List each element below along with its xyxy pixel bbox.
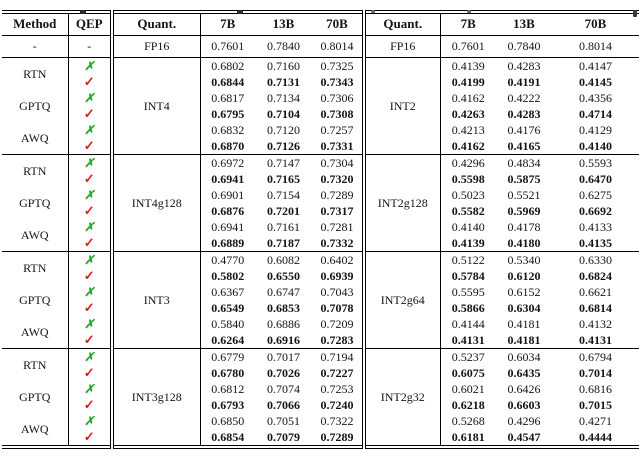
value-cell: 0.4140: [451, 219, 485, 234]
value-cell: 0.4283: [507, 106, 541, 121]
value-cell: 0.7227: [312, 365, 364, 381]
value-cell: 0.7066: [267, 397, 300, 412]
value-cell: 0.6367: [211, 284, 245, 299]
caption-fragment: [467, 10, 471, 13]
value-cell: 0.7325: [312, 57, 364, 74]
value-cell: 0.7840: [267, 38, 300, 53]
value-cell: 0.7304: [312, 154, 364, 171]
value-cell: 0.7281: [312, 219, 364, 235]
value-cell: 0.7074: [267, 381, 300, 396]
value-cell: 0.7079: [267, 429, 300, 444]
qep-cell: [68, 203, 112, 219]
value-cell: 0.4140: [579, 138, 612, 153]
header-13b-left: 13B: [272, 16, 295, 32]
cross-icon: ✗: [84, 58, 95, 73]
value-cell: 0.7209: [312, 316, 364, 332]
value-cell: 0.6075: [451, 365, 485, 380]
table-row: [2, 251, 639, 268]
quant-label-right: INT2g64: [364, 251, 440, 348]
value-cell: 0.7240: [312, 397, 364, 413]
value-cell: 0.7601: [451, 38, 485, 53]
value-cell: 0.7331: [312, 138, 364, 155]
table-row: [2, 268, 639, 284]
value-cell: 0.5593: [579, 155, 612, 170]
value-cell: 0.7165: [267, 171, 300, 186]
value-cell: 0.4222: [507, 90, 541, 105]
value-cell: 0.4714: [579, 106, 612, 121]
method-label: GPTQ: [2, 284, 68, 316]
value-cell: 0.4834: [507, 155, 541, 170]
qep-cell: [68, 332, 112, 349]
value-cell: 0.6816: [579, 381, 612, 396]
value-cell: 0.5521: [507, 187, 541, 202]
value-cell: 0.4181: [507, 316, 541, 331]
check-icon: ✓: [83, 396, 95, 412]
value-cell: 0.7134: [267, 90, 300, 105]
value-cell: 0.6120: [507, 268, 541, 283]
value-cell: 0.6275: [579, 187, 612, 202]
value-cell: 0.6812: [211, 381, 245, 396]
header-70b-left: 70B: [312, 12, 364, 35]
value-cell: 0.4147: [579, 58, 612, 73]
value-cell: 0.5340: [507, 252, 541, 267]
value-cell: 0.7840: [507, 38, 541, 53]
table-row: [2, 203, 639, 219]
qep-cell: [68, 397, 112, 413]
qep-cell: [68, 381, 112, 397]
quant-label-right: INT2g128: [364, 154, 440, 251]
value-cell: 0.7289: [312, 187, 364, 203]
value-cell: 0.6330: [579, 252, 612, 267]
value-cell: 0.6692: [579, 203, 612, 218]
table-row: [2, 138, 639, 155]
table-row: [2, 154, 639, 171]
caption-fragment: [80, 10, 86, 14]
table-row: [2, 332, 639, 349]
value-cell: 0.6470: [579, 171, 612, 186]
value-cell: 0.7147: [267, 155, 300, 170]
method-label: GPTQ: [2, 187, 68, 219]
value-cell: 0.6972: [211, 155, 245, 170]
value-cell: 0.4181: [507, 332, 541, 347]
qep-cell: -: [68, 35, 112, 57]
value-cell: 0.7306: [312, 90, 364, 106]
value-cell: 0.4191: [507, 74, 541, 89]
value-cell: 0.6870: [211, 138, 245, 153]
value-cell: 0.4162: [451, 138, 485, 153]
value-cell: 0.5023: [451, 187, 485, 202]
value-cell: 0.7601: [211, 38, 245, 53]
qep-cell: [68, 316, 112, 332]
quant-label-right: INT2: [364, 57, 440, 154]
table-row: [2, 219, 639, 235]
value-cell: 0.4162: [451, 90, 485, 105]
value-cell: 0.6854: [211, 429, 245, 444]
quant-block-INT3: [2, 251, 639, 348]
method-label: RTN: [2, 348, 68, 381]
check-icon: ✓: [83, 170, 95, 186]
qep-cell: [68, 138, 112, 155]
paper-page: [0, 10, 640, 469]
value-cell: 0.7257: [312, 122, 364, 138]
value-cell: 0.5237: [451, 349, 485, 364]
quant-label-left: FP16: [112, 35, 200, 57]
cross-icon: ✗: [84, 316, 95, 331]
value-cell: 0.7043: [312, 284, 364, 300]
value-cell: 0.6181: [451, 429, 485, 444]
table-row: [2, 300, 639, 316]
value-cell: 0.4139: [451, 58, 485, 73]
value-cell: 0.8014: [579, 38, 612, 53]
value-cell: 0.5582: [451, 203, 485, 218]
qep-cell: [68, 57, 112, 74]
value-cell: 0.4283: [507, 58, 541, 73]
check-icon: ✓: [83, 331, 95, 347]
qep-cell: [68, 268, 112, 284]
value-cell: 0.4144: [451, 316, 485, 331]
header-quant-right: Quant.: [364, 12, 440, 35]
header-qep: QEP: [68, 12, 112, 35]
value-cell: 0.4770: [211, 252, 245, 267]
value-cell: 0.6814: [579, 300, 612, 315]
cross-icon: ✗: [84, 90, 95, 105]
method-label: AWQ: [2, 316, 68, 349]
table-row: [2, 429, 639, 447]
value-cell: 0.7017: [267, 349, 300, 364]
qep-cell: [68, 219, 112, 235]
value-cell: 0.5840: [211, 316, 245, 331]
method-label: GPTQ: [2, 381, 68, 413]
qep-cell: [68, 284, 112, 300]
table-row: [2, 397, 639, 413]
value-cell: 0.6941: [211, 219, 245, 234]
value-cell: 0.7051: [267, 413, 300, 428]
value-cell: 0.7308: [312, 106, 364, 122]
value-cell: 0.6402: [312, 251, 364, 268]
value-cell: 0.6780: [211, 365, 245, 380]
table-row: [2, 348, 639, 365]
value-cell: 0.7187: [267, 235, 300, 250]
table-row: [2, 57, 639, 74]
quant-block-INT4g128: [2, 154, 639, 251]
value-cell: 0.5969: [507, 203, 541, 218]
value-cell: 0.7126: [267, 138, 300, 153]
value-cell: 0.4444: [579, 429, 612, 444]
value-cell: 0.5802: [211, 268, 245, 283]
table-row: [2, 74, 639, 90]
value-cell: 0.6426: [507, 381, 541, 396]
check-icon: ✓: [83, 299, 95, 315]
qep-cell: [68, 187, 112, 203]
header-13b-right: 13B: [513, 16, 535, 32]
quant-label-right: FP16: [364, 35, 440, 57]
value-cell: 0.7026: [267, 365, 300, 380]
value-cell: 0.6901: [211, 187, 245, 202]
table-row: [2, 171, 639, 187]
table-row: [2, 381, 639, 397]
cross-icon: ✗: [84, 252, 95, 267]
value-cell: 0.5784: [451, 268, 485, 283]
value-cell: 0.5268: [451, 413, 485, 428]
method-label: GPTQ: [2, 90, 68, 122]
caption-fragment: [371, 10, 375, 13]
value-cell: 0.4263: [451, 106, 485, 121]
cross-icon: ✗: [84, 219, 95, 234]
header-method: Method: [2, 12, 68, 35]
qep-cell: [68, 122, 112, 138]
qep-cell: [68, 235, 112, 252]
method-label: AWQ: [2, 122, 68, 155]
table-header: [2, 12, 639, 35]
value-cell: 0.6304: [507, 300, 541, 315]
cross-icon: ✗: [84, 155, 95, 170]
value-cell: 0.4132: [579, 316, 612, 331]
method-label: RTN: [2, 251, 68, 284]
value-cell: 0.4180: [507, 235, 541, 250]
table-row: [2, 235, 639, 252]
value-cell: 0.6264: [211, 332, 245, 347]
value-cell: 0.7253: [312, 381, 364, 397]
check-icon: ✓: [83, 428, 95, 444]
check-icon: ✓: [83, 267, 95, 283]
table-row: [2, 187, 639, 203]
value-cell: 0.4199: [451, 74, 485, 89]
header-quant-left: Quant.: [112, 12, 200, 35]
value-cell: 0.5595: [451, 284, 485, 299]
value-cell: 0.6621: [579, 284, 612, 299]
method-label: RTN: [2, 57, 68, 90]
qep-cell: [68, 74, 112, 90]
check-icon: ✓: [83, 364, 95, 380]
value-cell: 0.7131: [267, 74, 300, 89]
value-cell: 0.4139: [451, 235, 485, 250]
table-row: [2, 90, 639, 106]
value-cell: 0.4213: [451, 122, 485, 137]
method-cell: -: [2, 35, 68, 57]
header-7b-right: 7B: [460, 16, 476, 32]
value-cell: 0.4356: [579, 90, 612, 105]
method-label: AWQ: [2, 219, 68, 252]
value-cell: 0.6021: [451, 381, 485, 396]
qep-cell: [68, 90, 112, 106]
value-cell: 0.7160: [267, 58, 300, 73]
value-cell: 0.7194: [312, 348, 364, 365]
value-cell: 0.7343: [312, 74, 364, 90]
value-cell: 0.7317: [312, 203, 364, 219]
quant-block-INT4: [2, 57, 639, 154]
value-cell: 0.4296: [507, 413, 541, 428]
table-row: [2, 284, 639, 300]
header-row: [2, 12, 639, 35]
value-cell: 0.4271: [579, 413, 612, 428]
cross-icon: ✗: [84, 122, 95, 137]
value-cell: 0.7078: [312, 300, 364, 316]
value-cell: 0.6794: [579, 349, 612, 364]
quant-label-right: INT2g32: [364, 348, 440, 447]
value-cell: 0.4135: [579, 235, 612, 250]
value-cell: 0.6844: [211, 74, 245, 89]
value-cell: 0.7201: [267, 203, 300, 218]
caption-fragment: [633, 10, 637, 17]
quantization-results-table: [2, 10, 639, 449]
table-row: [2, 106, 639, 122]
qep-cell: [68, 300, 112, 316]
value-cell: 0.6549: [211, 300, 245, 315]
value-cell: 0.6550: [267, 268, 300, 283]
value-cell: 0.7015: [579, 397, 612, 412]
cross-icon: ✗: [84, 284, 95, 299]
value-cell: 0.4131: [579, 332, 612, 347]
value-cell: 0.7332: [312, 235, 364, 252]
table-row: [2, 413, 639, 429]
value-cell: 0.7161: [267, 219, 300, 234]
method-label: AWQ: [2, 413, 68, 447]
value-cell: 0.6435: [507, 365, 541, 380]
quant-block-INT3g128: [2, 348, 639, 447]
qep-cell: [68, 154, 112, 171]
value-cell: 0.4133: [579, 219, 612, 234]
value-cell: 0.6152: [507, 284, 541, 299]
table-row: [2, 122, 639, 138]
value-cell: 0.6832: [211, 122, 245, 137]
header-70b-right: 70B: [584, 16, 607, 32]
qep-cell: [68, 413, 112, 429]
value-cell: 0.4176: [507, 122, 541, 137]
value-cell: 0.7014: [579, 365, 612, 380]
method-label: RTN: [2, 154, 68, 187]
value-cell: 0.4547: [507, 429, 541, 444]
quant-label-left: INT3g128: [112, 348, 200, 447]
qep-cell: [68, 429, 112, 447]
qep-cell: [68, 171, 112, 187]
value-cell: 0.6817: [211, 90, 245, 105]
value-cell: 0.5598: [451, 171, 485, 186]
quant-label-left: INT4g128: [112, 154, 200, 251]
value-cell: 0.7320: [312, 171, 364, 187]
value-cell: 0.7289: [312, 429, 364, 447]
value-cell: 0.7120: [267, 122, 300, 137]
cross-icon: ✗: [84, 413, 95, 428]
qep-cell: [68, 365, 112, 381]
cross-icon: ✗: [84, 381, 95, 396]
quant-label-left: INT4: [112, 57, 200, 154]
qep-cell: [68, 106, 112, 122]
value-cell: 0.4131: [451, 332, 485, 347]
qep-cell: [68, 348, 112, 365]
value-cell: 0.4129: [579, 122, 612, 137]
table-row: [2, 365, 639, 381]
value-cell: 0.5866: [451, 300, 485, 315]
value-cell: 0.4145: [579, 74, 612, 89]
value-cell: 0.7322: [312, 413, 364, 429]
value-cell: 0.6779: [211, 349, 245, 364]
value-cell: 0.6886: [267, 316, 300, 331]
table-row: [2, 35, 639, 57]
fp16-baseline-row: [2, 35, 639, 57]
value-cell: 0.6795: [211, 106, 245, 121]
value-cell: 0.6889: [211, 235, 245, 250]
value-cell: 0.6218: [451, 397, 485, 412]
value-cell: 0.6853: [267, 300, 300, 315]
check-icon: ✓: [83, 105, 95, 121]
value-cell: 0.6802: [211, 58, 245, 73]
value-cell: 0.5875: [507, 171, 541, 186]
value-cell: 0.7283: [312, 332, 364, 349]
caption-fragment: [237, 10, 243, 14]
value-cell: 0.6850: [211, 413, 245, 428]
value-cell: 0.6916: [267, 332, 300, 347]
value-cell: 0.4178: [507, 219, 541, 234]
header-7b-left: 7B: [220, 16, 236, 32]
value-cell: 0.4165: [507, 138, 541, 153]
check-icon: ✓: [83, 202, 95, 218]
check-icon: ✓: [83, 73, 95, 89]
value-cell: 0.7154: [267, 187, 300, 202]
quant-label-left: INT3: [112, 251, 200, 348]
value-cell: 0.8014: [312, 35, 364, 57]
value-cell: 0.6603: [507, 397, 541, 412]
value-cell: 0.6941: [211, 171, 245, 186]
value-cell: 0.6747: [267, 284, 300, 299]
value-cell: 0.6793: [211, 397, 245, 412]
value-cell: 0.6824: [579, 268, 612, 283]
qep-cell: [68, 251, 112, 268]
value-cell: 0.7104: [267, 106, 300, 121]
value-cell: 0.4296: [451, 155, 485, 170]
value-cell: 0.6876: [211, 203, 245, 218]
table-row: [2, 316, 639, 332]
value-cell: 0.6939: [312, 268, 364, 284]
check-icon: ✓: [83, 137, 95, 153]
value-cell: 0.6034: [507, 349, 541, 364]
value-cell: 0.5122: [451, 252, 485, 267]
cross-icon: ✗: [84, 187, 95, 202]
cross-icon: ✗: [84, 349, 95, 364]
value-cell: 0.6082: [267, 252, 300, 267]
check-icon: ✓: [83, 234, 95, 250]
